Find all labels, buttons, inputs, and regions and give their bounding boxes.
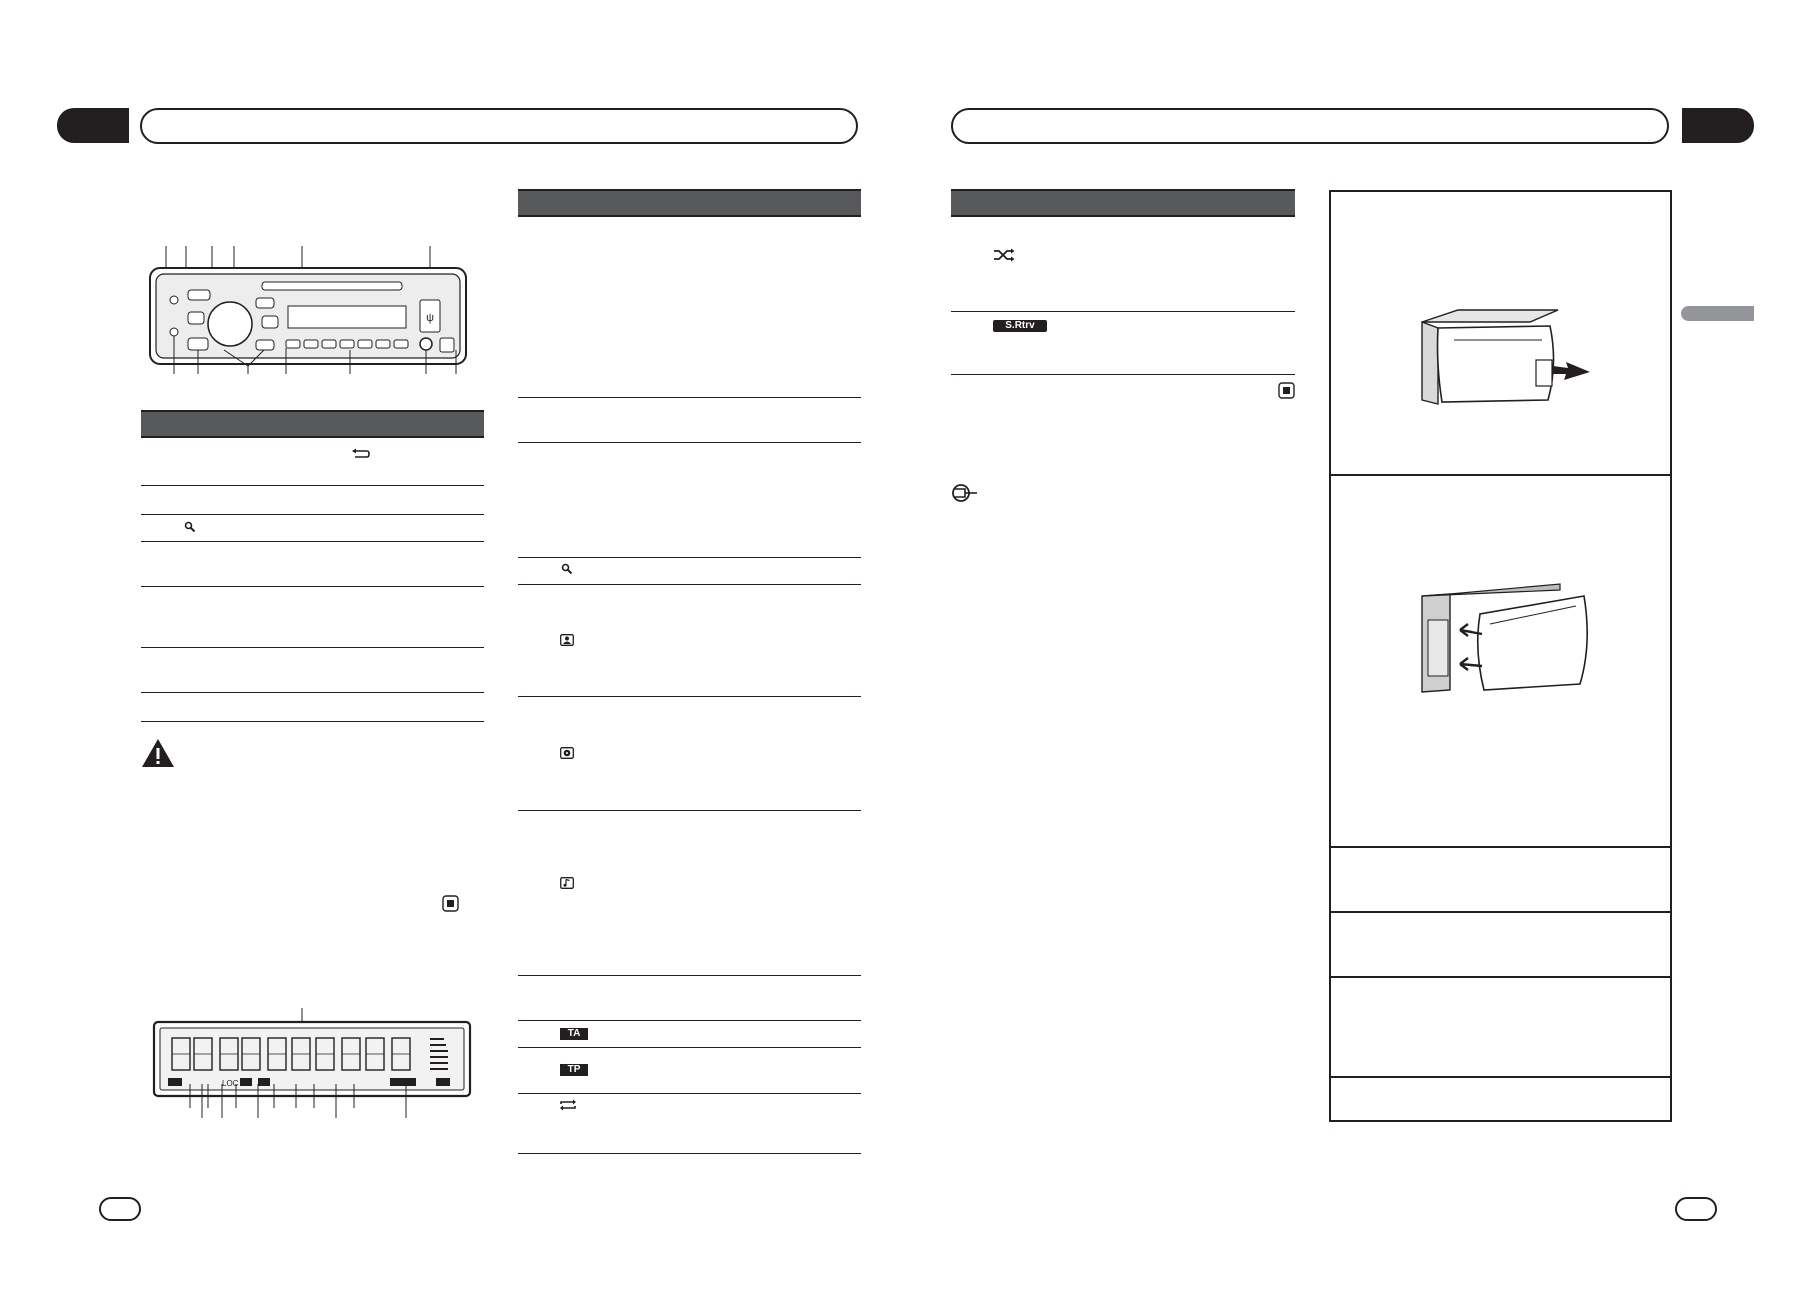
row-divider bbox=[951, 374, 1295, 375]
attach-panel-illustration bbox=[1420, 580, 1605, 700]
box-divider bbox=[1329, 846, 1672, 848]
display-loc-label: LOC bbox=[222, 1079, 239, 1088]
tp-label: TP bbox=[567, 1064, 581, 1075]
search-icon bbox=[561, 563, 573, 575]
stop-end-icon bbox=[442, 895, 459, 912]
repeat-icon bbox=[559, 1098, 577, 1112]
sound-retriever-label: S.Rtrv bbox=[1005, 320, 1035, 331]
row-divider bbox=[141, 485, 484, 486]
left-section-tab bbox=[57, 108, 129, 143]
box-divider bbox=[1329, 1076, 1672, 1078]
disc-icon bbox=[560, 747, 574, 759]
row-divider bbox=[518, 557, 861, 558]
row-divider bbox=[518, 1093, 861, 1094]
left-table-header bbox=[141, 410, 484, 438]
row-divider bbox=[141, 541, 484, 542]
box-divider bbox=[1329, 911, 1672, 913]
right-page-number bbox=[1675, 1197, 1717, 1221]
row-divider bbox=[518, 584, 861, 585]
song-icon bbox=[560, 877, 574, 889]
middle-table-header bbox=[518, 189, 861, 217]
row-divider bbox=[518, 442, 861, 443]
left-header-pill bbox=[140, 108, 858, 144]
detach-panel-illustration bbox=[1418, 304, 1598, 414]
artist-icon bbox=[560, 634, 574, 646]
language-side-tab bbox=[1681, 306, 1754, 321]
display-diagram bbox=[150, 1008, 475, 1130]
shuffle-icon bbox=[993, 248, 1015, 262]
row-divider bbox=[518, 696, 861, 697]
box-divider bbox=[1329, 976, 1672, 978]
important-icon bbox=[951, 483, 979, 503]
row-divider bbox=[141, 647, 484, 648]
warning-triangle-icon bbox=[140, 737, 176, 769]
row-divider bbox=[518, 810, 861, 811]
ta-icon bbox=[560, 1028, 588, 1040]
sound-retriever-icon bbox=[993, 320, 1047, 332]
stop-end-icon bbox=[1278, 382, 1295, 399]
search-icon bbox=[184, 521, 196, 533]
box-divider bbox=[1329, 474, 1672, 476]
row-divider bbox=[141, 692, 484, 693]
left-page-number bbox=[99, 1197, 141, 1221]
right-header-pill bbox=[951, 108, 1669, 144]
right-section-tab bbox=[1682, 108, 1754, 143]
row-divider bbox=[518, 975, 861, 976]
row-divider bbox=[518, 1153, 861, 1154]
row-divider bbox=[518, 1020, 861, 1021]
row-divider bbox=[951, 311, 1295, 312]
right-table-header bbox=[951, 189, 1295, 217]
ta-label: TA bbox=[567, 1028, 581, 1039]
row-divider bbox=[141, 586, 484, 587]
tp-icon bbox=[560, 1064, 588, 1076]
row-divider bbox=[518, 1047, 861, 1048]
row-divider bbox=[141, 514, 484, 515]
back-arrow-icon bbox=[351, 448, 371, 460]
svg-text:ψ: ψ bbox=[426, 312, 434, 324]
row-divider bbox=[141, 721, 484, 722]
row-divider bbox=[518, 397, 861, 398]
head-unit-diagram bbox=[138, 240, 478, 380]
